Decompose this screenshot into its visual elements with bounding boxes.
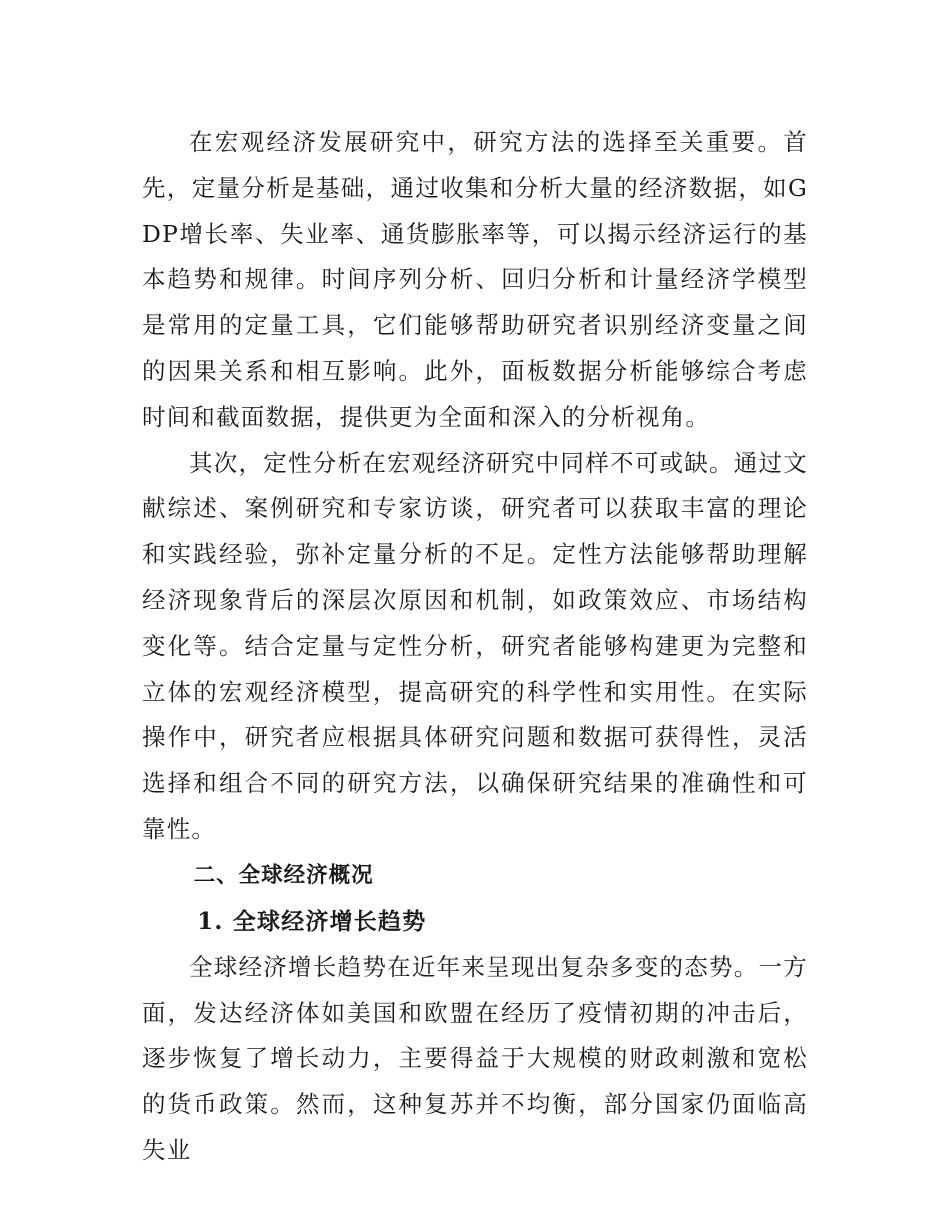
paragraph-research-methods-qualitative: 其次，定性分析在宏观经济研究中同样不可或缺。通过文献综述、案例研究和专家访谈，研究者可以获取丰富的理论和实践经验，弥补定量分析的不足。定性方法能够帮助理解经济现象背后的深层次原因和机制，如政策效应、市场结构变化等。结合定量与定性分析，研究者能够构建更为完整和立体的宏观经济模型，提高研究的科学性和实用性。在实际操作中，研究者应根据具体研究问题和数据可获得性，灵活选择和组合不同的研究方法，以确保研究结果的准确性和可靠性。 (142, 448, 808, 843)
paragraph-research-methods-quantitative: 在宏观经济发展研究中，研究方法的选择至关重要。首先，定量分析是基础，通过收集和分析大量的经济数据，如GDP增长率、失业率、通货膨胀率等，可以揭示经济运行的基本趋势和规律。时间序列分析、回归分析和计量经济学模型是常用的定量工具，它们能够帮助研究者识别经济变量之间的因果关系和相互影响。此外，面板数据分析能够综合考虑时间和截面数据，提供更为全面和深入的分析视角。 (142, 128, 808, 431)
subsection-heading: 1. 全球经济增长趋势 (197, 907, 427, 935)
document-page (142, 120, 808, 1174)
paragraph-global-growth: 全球经济增长趋势在近年来呈现出复杂多变的态势。一方面，发达经济体如美国和欧盟在经历了疫情初期的冲击后，逐步恢复了增长动力，主要得益于大规模的财政刺激和宽松的货币政策。然而，这种复苏并不均衡，部分国家仍面临高失业 (142, 952, 808, 1164)
section-heading: 二、全球经济概况 (193, 862, 374, 888)
